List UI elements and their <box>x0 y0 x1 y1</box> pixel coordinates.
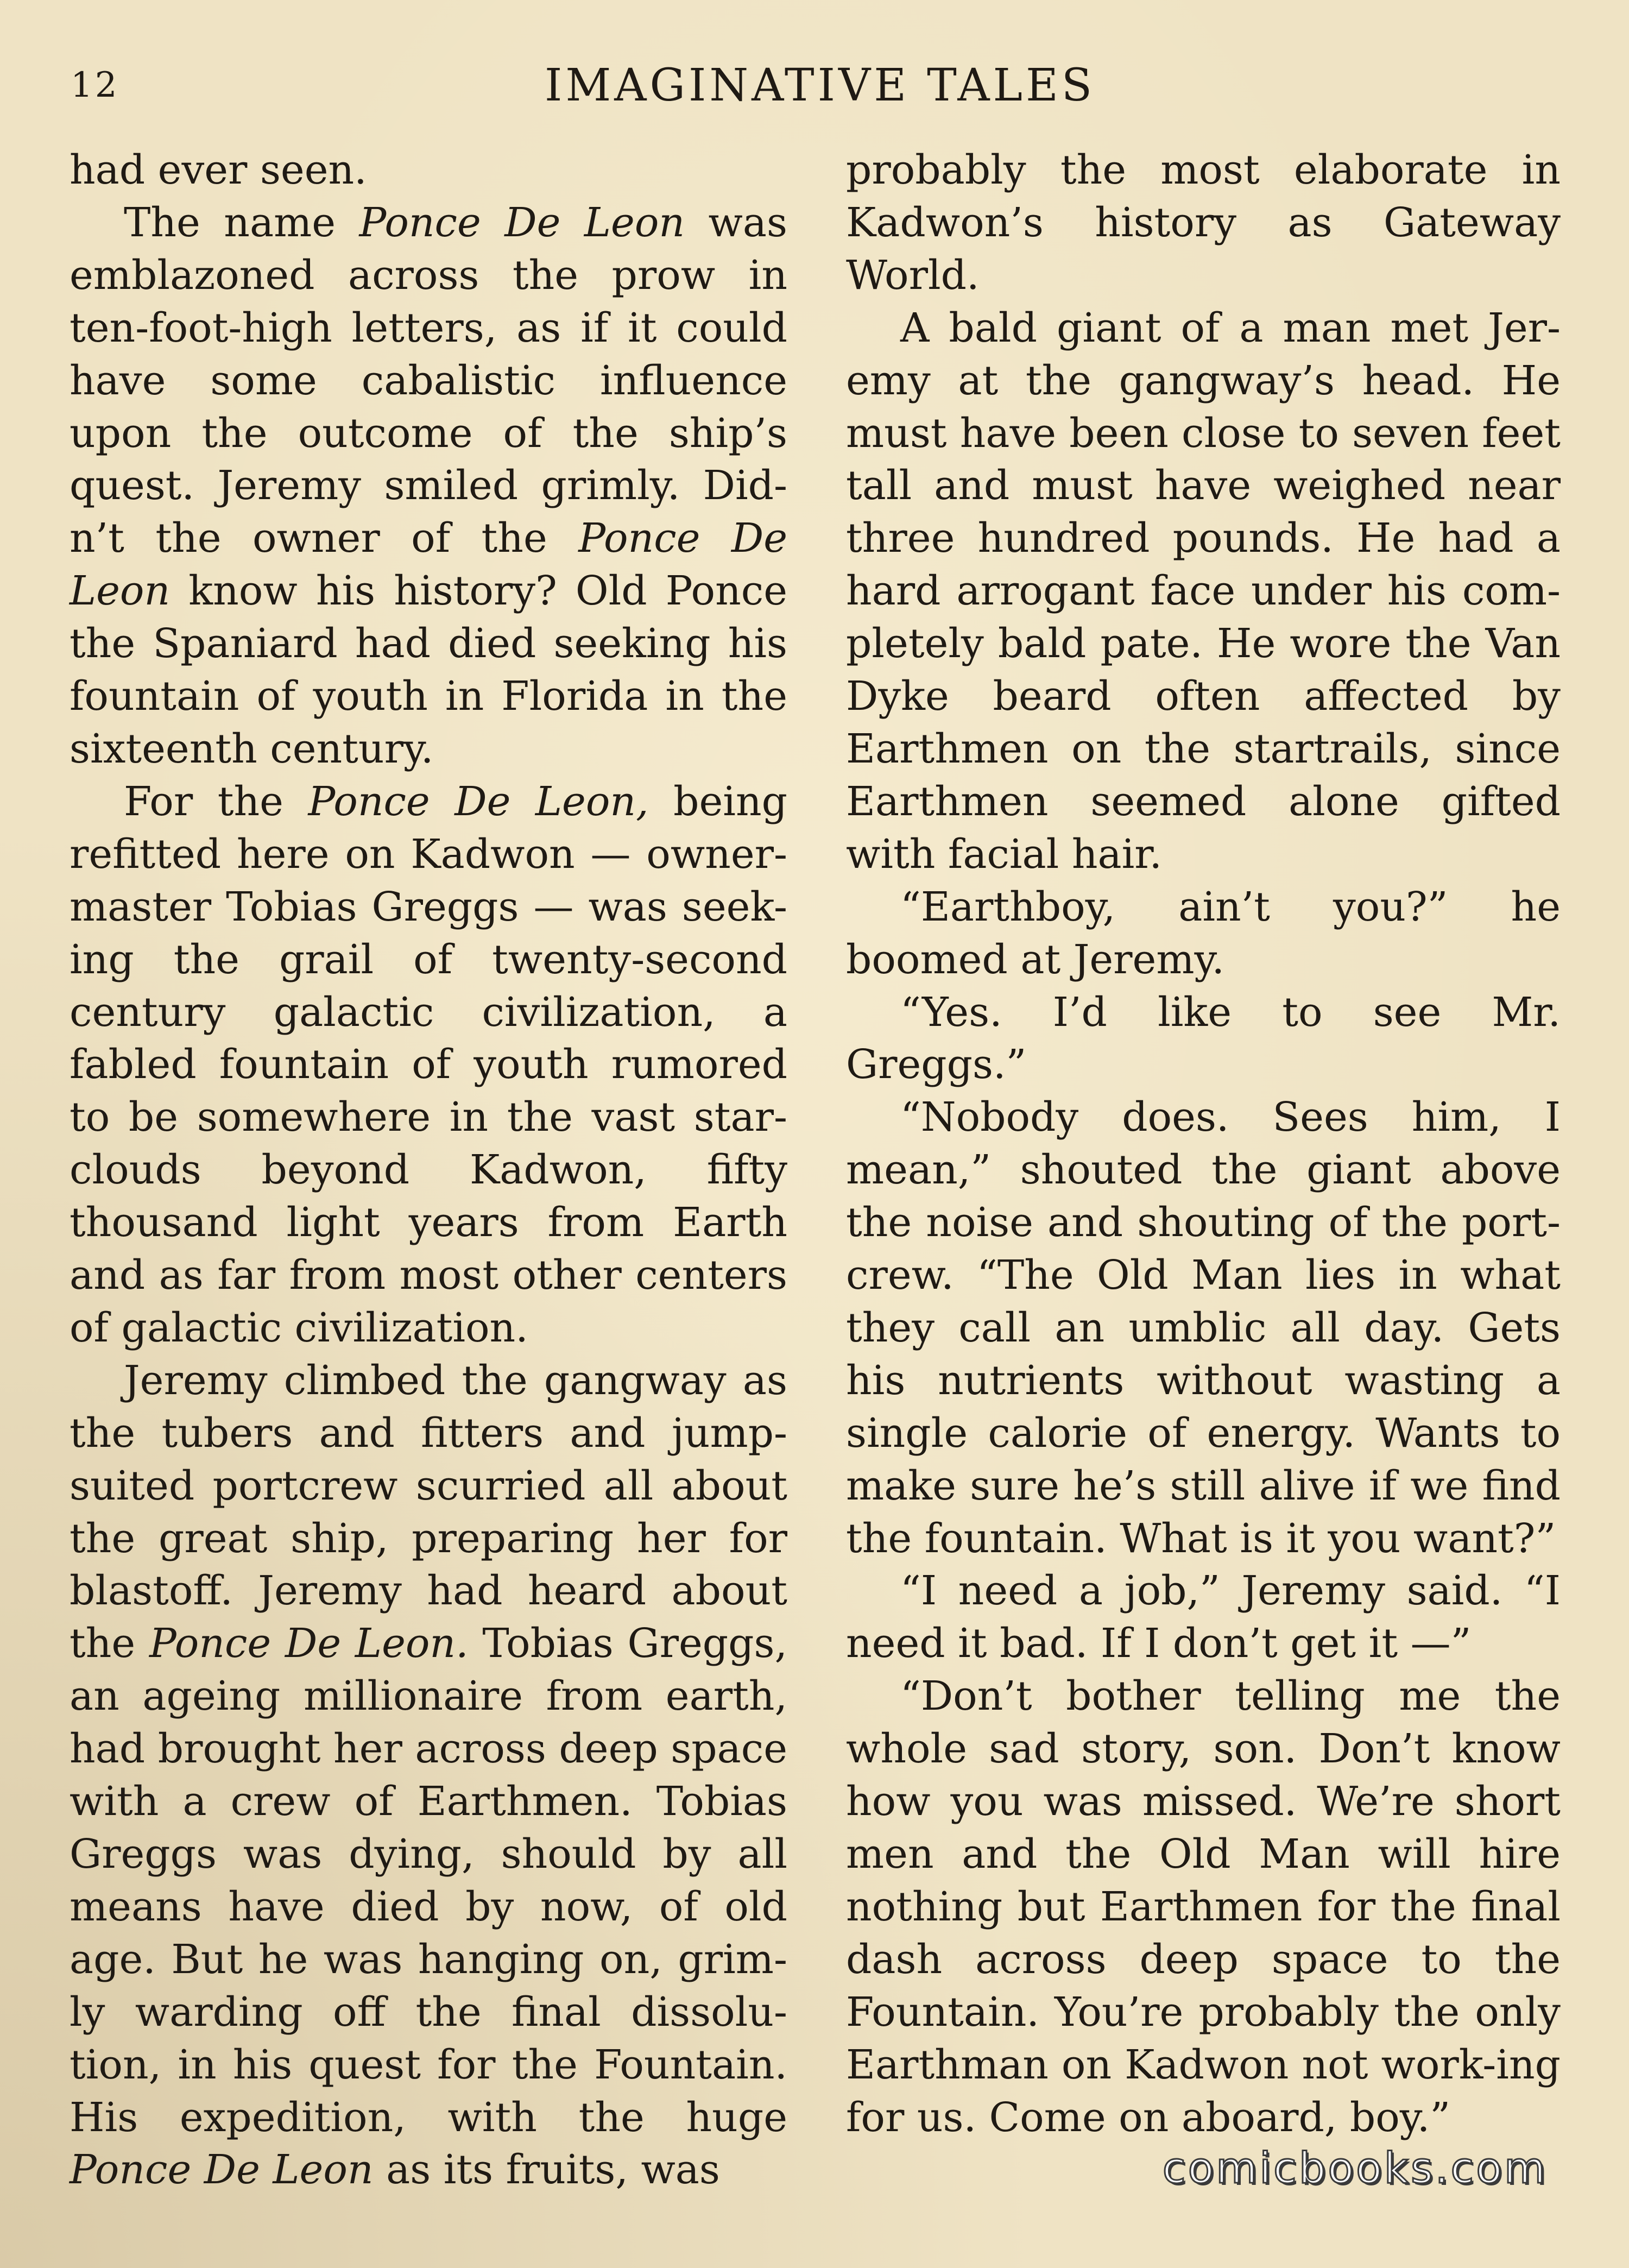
paragraph <box>846 986 1561 1092</box>
paragraph <box>846 881 1561 986</box>
paragraph <box>70 144 787 197</box>
text-run: For the <box>124 778 308 825</box>
paragraph <box>70 1354 787 2197</box>
ship-name-italic: Ponce De Leon. <box>149 1620 469 1667</box>
ship-name-italic: Ponce De Leon <box>70 515 787 615</box>
paragraph <box>70 776 787 1354</box>
text-run: “Yes. I’d like to see Mr. Greggs.” <box>846 988 1561 1088</box>
paragraph <box>846 1670 1561 2144</box>
text-run: “I need a job,” Jeremy said. “I need it bad. If I don’t get it —” <box>846 1567 1561 1667</box>
paragraph <box>846 302 1561 881</box>
magazine-title: IMAGINATIVE TALES <box>544 60 1096 111</box>
paragraph <box>846 144 1561 302</box>
text-run: Tobias Greggs, an ageing millionaire from earth, had brought her across deep space with a crew of Earthmen. Tobias Greggs was dying, should by all means have died by now, of old age. But he was hanging on, grim-ly warding off the final dissolu-tion, in his quest for the Fountain. His expedition, with the huge <box>70 1620 788 2141</box>
ship-name-italic: Ponce De Leon <box>359 199 685 246</box>
watermark-logo: comicbooks.com <box>1162 2144 1548 2193</box>
text-run: as its fruits, was <box>373 2146 720 2194</box>
page-header <box>71 60 1569 114</box>
text-run: being refitted here on Kadwon — owner-master Tobias Greggs — was seek-ing the grail of twenty-second century galactic civilization, a fabled fountain of youth rumored to be somewhere in the vast star-clouds beyond Kadwon, fifty thousand light years from Earth and as far from most other centers of galactic civilization. <box>70 778 787 1351</box>
ship-name-italic: Ponce De Leon, <box>308 778 649 825</box>
left-text-column <box>70 144 787 2196</box>
paragraph <box>70 197 787 776</box>
text-run: A bald giant of a man met Jer-emy at the gangway’s head. He must have been close to seven feet tall and must have weighed near three hundred pounds. He had a hard arrogant face under his com-pletely bald pate. He wore the Van Dyke beard often affected by Earthmen on the startrails, since Earthmen seemed alone gifted with facial hair. <box>846 304 1561 878</box>
text-run: know his history? Old Ponce the Spaniard had died seeking his fountain of youth in Florida in the sixteenth century. <box>70 568 787 772</box>
paragraph <box>846 1091 1561 1565</box>
paragraph <box>846 1565 1561 1670</box>
text-run: “Earthboy, ain’t you?” he boomed at Jeremy. <box>846 883 1561 983</box>
text-run: The name <box>124 199 359 246</box>
right-text-column <box>846 144 1561 2144</box>
text-run: “Nobody does. Sees him, I mean,” shouted the giant above the noise and shouting of the port-crew. “The Old Man lies in what they call an umblic all day. Gets his nutrients without wasting a single calorie of energy. Wants to make sure he’s still alive if we find the fountain. What is it you want?” <box>846 1094 1561 1562</box>
page-number: 12 <box>71 65 119 105</box>
text-run: had ever seen. <box>70 147 367 193</box>
text-run: probably the most elaborate in Kadwon’s history as Gateway World. <box>846 147 1561 299</box>
ship-name-italic: Ponce De Leon <box>70 2146 374 2194</box>
text-run: Jeremy climbed the gangway as the tubers and fitters and jump-suited portcrew scurried all about the great ship, preparing her for blastoff. Jeremy had heard about the <box>70 1357 787 1667</box>
text-run: “Don’t bother telling me the whole sad story, son. Don’t know how you was missed. We’re short men and the Old Man will hire nothing but Earthmen for the final dash across deep space to the Fountain. You’re probably the only Earthman on Kadwon not work-ing for us. Come on aboard, boy.” <box>846 1673 1561 2141</box>
text-run: was emblazoned across the prow in ten-foot-high letters, as if it could have some cabalistic influence upon the outcome of the ship’s quest. Jeremy smiled grimly. Did-n’t the owner of the <box>70 199 787 562</box>
